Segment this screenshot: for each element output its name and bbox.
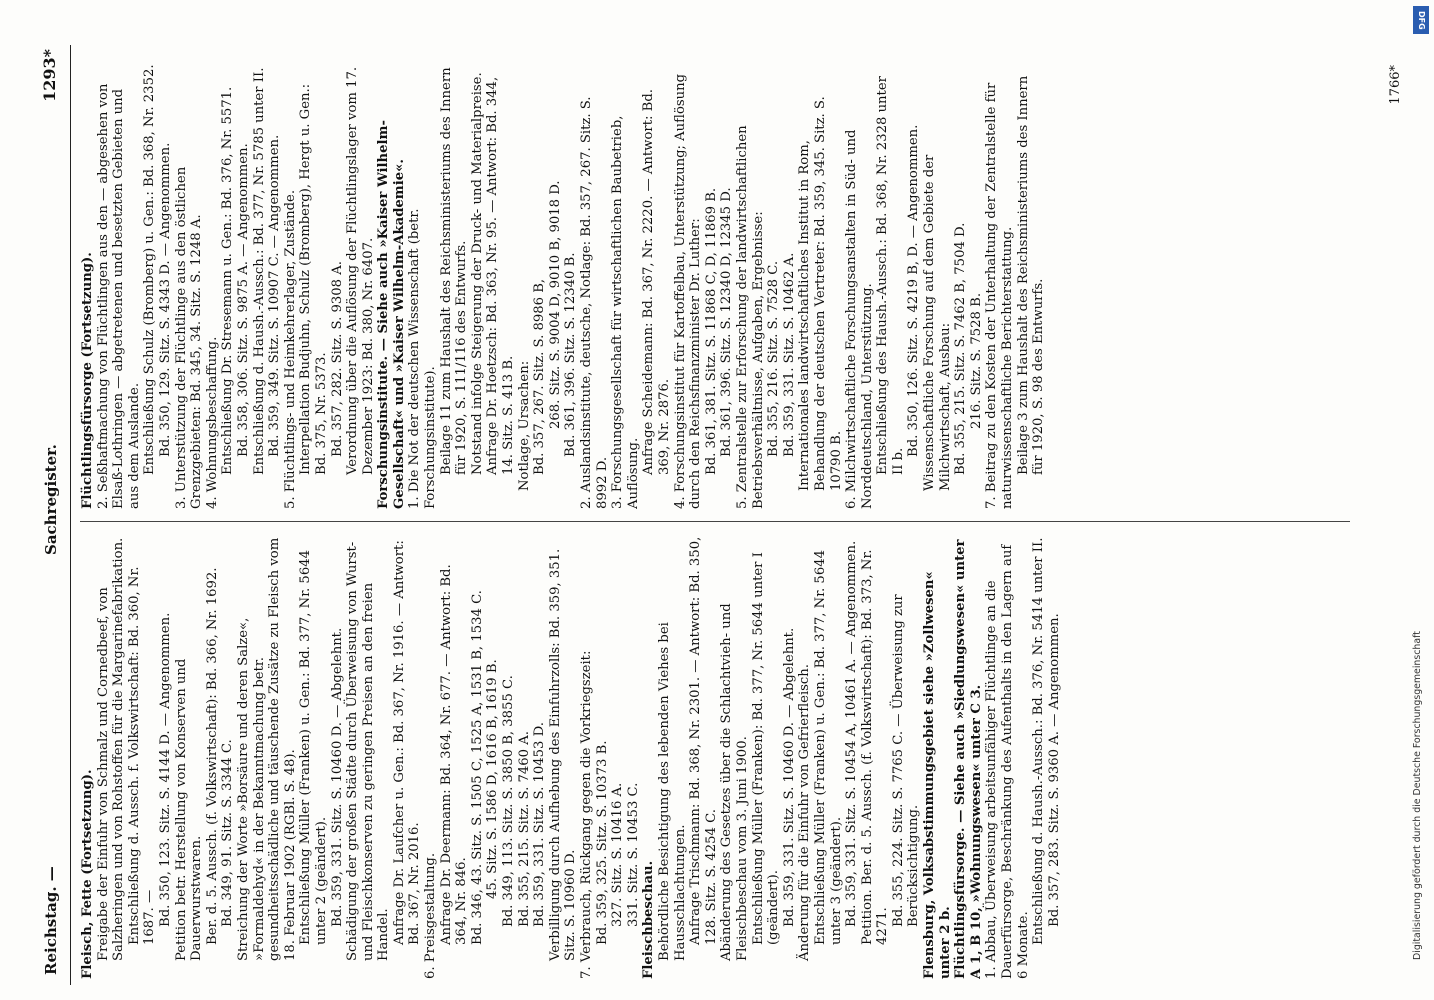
- index-entry: Bd. 357, 283. Sitz. S. 9360 A. — Angenommen.: [1046, 613, 1062, 927]
- page-header: [40, 45, 71, 985]
- index-entry: Schädigung der großen Städte durch Überweisung von Wurst- und Fleischkonserven zu geringen Preisen an den freien Handel.: [345, 541, 392, 961]
- index-entry: Entschließung des Haush.-Aussch.: Bd. 368, Nr. 2328 unter II b.: [875, 76, 906, 475]
- index-entry: 268. Sitz. S. 9004 D, 9010 B, 9018 D.: [547, 180, 563, 429]
- index-entry: Bd. 349, 91. Sitz. S. 3344 C.: [220, 739, 236, 927]
- index-entry: Entschließung Müller (Franken): Bd. 377, Nr. 5644 unter I (geändert).: [750, 552, 782, 945]
- index-heading: Flüchtlingsfürsorge. — Siehe auch »Siedlungswesen« unter A 1, B 10, »Wohnungswesen« unter C 3.: [953, 539, 984, 979]
- index-entry: 3. Forschungsgesellschaft für wirtschaftlichen Baubetrieb, Auflösung.: [610, 115, 641, 509]
- index-entry: Bd. 346, 43. Sitz. S. 1505 C, 1525 A, 1531 B, 1534 C.: [469, 590, 485, 945]
- index-entry: 216. Sitz. S. 7528 B.: [968, 292, 984, 429]
- index-entry: Notstand infolge Steigerung der Druck- und Materialpreise.: [469, 72, 485, 475]
- index-entry: Anfrage Dr. Laufcher u. Gen.: Bd. 367, Nr. 1916. — Antwort: Bd. 367, Nr. 2016.: [391, 540, 423, 945]
- index-entry: 1. Die Not der deutschen Wissenschaft (betr. Forschungsinstitute).: [407, 208, 439, 509]
- index-entry: Petition. Ber. d. 5. Aussch. (f. Volkswirtschaft): Bd. 373, Nr. 4271.: [859, 549, 891, 945]
- right-column: [80, 64, 1350, 509]
- index-entry: Wissenschaftliche Forschung auf dem Gebiete der Milchwirtschaft, Ausbau:: [922, 154, 953, 491]
- index-heading: Fleisch, Fette (Fortsetzung).: [80, 769, 95, 979]
- index-entry: Entschließung Dr. Stresemann u. Gen.: Bd. 376, Nr. 5571.: [220, 86, 236, 475]
- index-entry: 4. Wohnungsbeschaffung.: [204, 336, 220, 509]
- footer-number: 1766*: [1388, 65, 1404, 105]
- index-entry: Verbilligung durch Aufhebung des Einfuhrzolls: Bd. 359, 351. Sitz. S. 10960 D.: [547, 548, 579, 961]
- index-entry: 331. Sitz. S. 10453 C.: [625, 782, 641, 927]
- index-entry: Bd. 357, 282. Sitz. S. 9308 A.: [329, 261, 345, 457]
- index-entry: Bd. 359, 331. Sitz. S. 10462 A.: [781, 252, 797, 457]
- index-entry: Beilage 3 zum Haushalt des Reichsministeriums des Innern für 1920, S. 98 des Entwurfs.: [1015, 75, 1047, 475]
- index-entry: Bd. 361, 396. Sitz. S. 12340 B.: [563, 252, 579, 457]
- index-entry: Bd. 359, 325. Sitz. S. 10373 B.: [594, 740, 610, 945]
- index-entry: 7. Verbrauch, Rückgang gegen die Vorkriegszeit:: [579, 650, 594, 979]
- page-number: 1293*: [40, 49, 59, 102]
- index-entry: Bd. 359, 331. Sitz. S. 10454 A, 10461 A. — Angenommen.: [844, 540, 860, 927]
- index-heading: Flensburg, Volksabstimmungsgebiet siehe »Zollwesen« unter 2 b.: [922, 571, 953, 979]
- index-entry: Bd. 350, 123. Sitz. S. 4144 D. — Angenommen.: [157, 612, 173, 927]
- dfg-logo: DFG: [1413, 6, 1429, 34]
- index-entry: Bd. 355, 215. Sitz. S. 7462 B, 7504 D.: [953, 222, 969, 475]
- digitization-credit: [1412, 10, 1430, 960]
- index-entry: Entschließung d. Haush.-Aussch.: Bd. 376, Nr. 5414 unter II.: [1031, 537, 1047, 945]
- index-entry: 4. Forschungsinstitut für Kartoffelbau, Unterstützung; Auflösung durch den Reichsfinanzminister Dr. Luther:: [672, 73, 704, 509]
- index-entry: Notlage, Ursachen:: [516, 360, 532, 491]
- index-entry: Anfrage Trischmann: Bd. 368, Nr. 2301. — Antwort: Bd. 350, 128. Sitz. S. 4254 C.: [688, 536, 719, 945]
- index-entry: Anfrage Dr. Deermann: Bd. 364, Nr. 677. — Antwort: Bd. 364, Nr. 846.: [438, 564, 470, 945]
- index-entry: Bd. 357, 267. Sitz. S. 8986 B,: [532, 278, 548, 475]
- index-entry: Entschließung Müller (Franken) u. Gen.: Bd. 377, Nr. 5644 unter 3 (geändert).: [812, 550, 844, 945]
- index-entry: 45. Sitz. S. 1586 D, 1616 B, 1619 B.: [485, 659, 501, 899]
- header-center: Sachregister.: [42, 444, 60, 555]
- index-entry: 327. Sitz. S. 10416 A.: [610, 782, 626, 927]
- index-entry: Bd. 349, 113. Sitz. S. 3850 B, 3855 C.: [501, 675, 517, 927]
- index-heading: Fleischbeschau.: [641, 860, 657, 979]
- index-entry: Bd. 350, 129. Sitz. S. 4343 D. — Angenommen.: [157, 142, 173, 457]
- index-entry: Streichung der Worte »Borsäure und deren Salze«, »Formaldehyd« in der Bekanntmachung betr. gesundheitsschädliche und täuschende Zusätze zu Fleisch vom 18. Februar 1902 (RGBl. S. 48).: [235, 537, 298, 961]
- header-left: Reichstag. —: [42, 866, 60, 975]
- index-entry: 6. Preisgestaltung.: [423, 852, 439, 979]
- index-entry: Beilage 11 zum Haushalt des Reichsministeriums des Innern für 1920, S. 111/116 des Entwurfs.: [438, 67, 470, 475]
- index-entry: 3. Unterstützung der Flüchtlinge aus den östlichen Grenzgebieten: Bd. 345, 34. Sitz. S. 1248 A.: [173, 166, 205, 509]
- index-entry: Anfrage Scheidemann: Bd. 367, Nr. 2220. — Antwort: Bd. 369, Nr. 2876.: [641, 89, 672, 475]
- credit-text: Digitalisierung gefördert durch die Deutsche Forschungsgemeinschaft: [1412, 631, 1423, 960]
- index-entry: Bd. 359, 349. Sitz. S. 10907 C. — Angenommen.: [267, 134, 283, 457]
- left-column: [80, 534, 1350, 979]
- index-entry: Ber. d. 5. Aussch. (f. Volkswirtschaft): Bd. 366, Nr. 1692.: [204, 567, 220, 945]
- index-entry: 2. Auslandsinstitute, deutsche, Notlage: Bd. 357, 267. Sitz. S. 8992 D.: [579, 96, 610, 509]
- index-entry: Änderung für die Einfuhr von Gefrierfleisch.: [797, 664, 813, 961]
- index-entry: 5. Zentralstelle zur Erforschung der landwirtschaftlichen Betriebsverhältnisse, Aufgaben, Ergebnisse:: [734, 125, 766, 509]
- index-entry: Anfrage Dr. Hoetzsch: Bd. 363, Nr. 95. — Antwort: Bd. 344, 14. Sitz. S. 413 B.: [485, 76, 517, 475]
- index-entry: Entschließung d. Haush.-Aussch.: Bd. 377, Nr. 5785 unter II.: [251, 67, 267, 475]
- index-entry: Entschließung Müller (Franken) u. Gen.: Bd. 377, Nr. 5644 unter 2 (geändert).: [298, 550, 329, 945]
- index-entry: Entschließung Schulz (Bromberg) u. Gen.: Bd. 368, Nr. 2352.: [142, 64, 158, 475]
- index-entry: Bd. 359, 331. Sitz. S. 10460 D. — Abgelehnt.: [329, 627, 345, 927]
- index-heading: Forschungsinstitute. — Siehe auch »Kaiser Wilhelm-Gesellschaft« und »Kaiser Wilhelm-Akademie«.: [376, 120, 407, 509]
- index-entry: Verordnung über die Auflösung der Flüchtlingslager vom 17. Dezember 1923: Bd. 380, Nr. 6407.: [345, 66, 376, 475]
- index-entry: Bd. 361, 396. Sitz. S. 12340 D, 12345 D.: [719, 187, 735, 457]
- index-entry: Bd. 358, 306. Sitz. S. 9875 A. — Angenommen.: [235, 143, 251, 457]
- rotated-page: [40, 45, 1410, 985]
- index-entry: Abänderung des Gesetzes über die Schlachtvieh- und Fleischbeschau vom 3. Juni 1900.: [719, 603, 750, 961]
- index-entry: Petition betr. Herstellung von Konserven und Dauerwurstwaren.: [173, 658, 205, 961]
- index-entry: Bd. 355, 224. Sitz. S. 7765 C. — Überweisung zur Berücksichtigung.: [890, 594, 922, 927]
- index-entry: Interpellation Budjuhn, Schulz (Bromberg), Hergt u. Gen.: Bd. 375, Nr. 5373.: [298, 83, 329, 475]
- index-entry: Bd. 359, 331. Sitz. S. 10453 D.: [532, 722, 548, 927]
- index-entry: Bd. 355, 215. Sitz. S. 7460 A.: [516, 731, 532, 927]
- index-entry: Behördliche Besichtigung des lebenden Viehes bei Hausschlachtungen.: [656, 622, 688, 961]
- index-entry: 6. Milchwirtschaftliche Forschungsanstalten in Süd- und Norddeutschland, Unterstützung.: [844, 129, 875, 509]
- index-entry: Bd. 361, 381. Sitz. S. 11868 C, D, 11869 B.: [703, 187, 719, 475]
- column-divider: [80, 521, 1350, 522]
- index-entry: Bd. 355, 216. Sitz. S. 7528 C.: [766, 260, 782, 457]
- index-entry: 5. Flüchtlings- und Heimkehrerlager, Zustände.: [282, 189, 298, 509]
- index-entry: Internationales landwirtschaftliches Institut in Rom, Behandlung der deutschen Vertreter: Bd. 359, 345. Sitz. S. 10790 B.: [797, 96, 844, 491]
- index-heading: Flüchtlingsfürsorge (Fortsetzung).: [80, 252, 95, 509]
- index-entry: Freigabe der Einfuhr von Schmalz und Cornedbeef, von Salzheringen und von Rohstoffen für die Margarinefabrikation.: [95, 537, 127, 961]
- index-entry: 2. Seßhaftmachung von Flüchtlingen aus den — abgesehen von Elsaß-Lothringen — abgetretenen und besetzten Gebieten und aus dem Auslande.: [95, 83, 142, 509]
- index-entry: Entschließung d. Aussch. f. Volkswirtschaft: Bd. 360, Nr. 1687. —: [126, 566, 158, 945]
- index-entry: 7. Beitrag zu den Kosten der Unterhaltung der Zentralstelle für naturwissenschaftliche Berichterstattung.: [984, 82, 1016, 509]
- index-entry: Bd. 359, 331. Sitz. S. 10460 D. — Abgelehnt.: [781, 627, 797, 927]
- index-entry: 1. Abbau, Überweisung arbeitsunfähiger Flüchtlinge an die Dauerfürsorge, Beschränkung des Aufenthalts in den Lagern auf 6 Monate.: [984, 544, 1031, 979]
- index-entry: Bd. 350, 126. Sitz. S. 4219 B, D. — Angenommen.: [906, 124, 922, 457]
